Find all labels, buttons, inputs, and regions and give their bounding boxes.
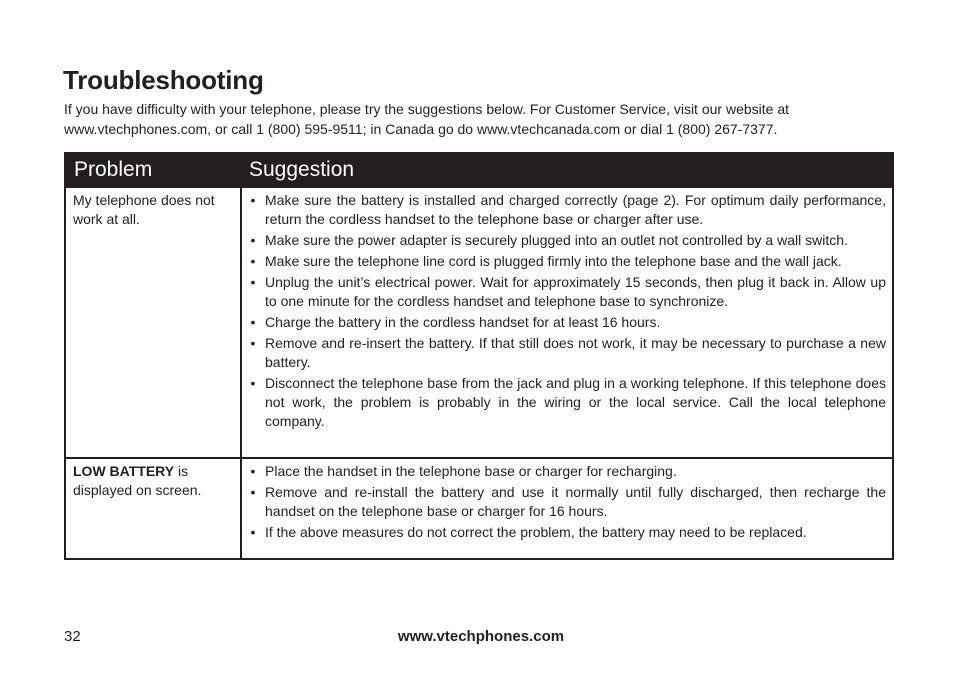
suggestion-text: If the above measures do not correct the problem, the battery may need to be replaced. (265, 524, 807, 540)
bullet-icon: • (250, 524, 256, 540)
table-row (65, 458, 893, 559)
list-item (247, 252, 886, 271)
bullet-icon: • (250, 314, 256, 330)
bullet-icon: • (250, 192, 256, 208)
problem-cell (65, 187, 241, 458)
bullet-icon: • (250, 232, 256, 248)
table-row (65, 187, 893, 458)
bullet-icon: • (250, 375, 256, 391)
suggestion-text: Make sure the telephone line cord is plugged firmly into the telephone base and the wall jack. (265, 253, 842, 269)
problem-cell (65, 458, 241, 559)
page-title: Troubleshooting (63, 65, 264, 95)
suggestion-cell (241, 187, 893, 458)
list-item (247, 483, 886, 521)
list-item (247, 231, 886, 250)
suggestion-text: Remove and re-install the battery and use it normally until fully discharged, then recharge the handset on the telephone base or charger for 16 hours. (265, 484, 886, 519)
suggestion-text: Unplug the unit’s electrical power. Wait for approximately 15 seconds, then plug it back in. Allow up to one minute for the cordless handset and telephone base to synchronize. (265, 274, 886, 309)
list-item (247, 334, 886, 372)
suggestion-text: Make sure the battery is installed and charged correctly (page 2). For optimum daily performance, return the cordless handset to the telephone base or charger after use. (265, 192, 886, 227)
table-header-row (65, 153, 893, 187)
header-problem: Problem (65, 153, 241, 187)
suggestion-list (247, 462, 886, 542)
footer-url: www.vtechphones.com (397, 628, 565, 645)
header-suggestion: Suggestion (241, 153, 893, 187)
suggestion-text: Place the handset in the telephone base or charger for recharging. (265, 463, 677, 479)
page-number: 32 (64, 628, 81, 645)
list-item (247, 313, 886, 332)
suggestion-text: Disconnect the telephone base from the jack and plug in a working telephone. If this telephone does not work, the problem is probably in the wiring or the local service. Call the local telephone company. (265, 375, 886, 429)
troubleshooting-table (64, 152, 894, 560)
bullet-icon: • (250, 463, 256, 479)
problem-keyword: LOW BATTERY (73, 463, 175, 479)
suggestion-text: Make sure the power adapter is securely plugged into an outlet not controlled by a wall switch. (265, 232, 848, 248)
suggestion-cell (241, 458, 893, 559)
problem-text: My telephone does not work at all. (73, 192, 215, 227)
intro-paragraph: If you have difficulty with your telephone, please try the suggestions below. For Customer Service, visit our website at www.vtechphones.com, or call 1 (800) 595-9511; in Canada go do www.vtechcanada.com or dial 1 (800) 267-7377. (64, 101, 789, 137)
problem-text: is displayed on screen. (73, 463, 202, 498)
bullet-icon: • (250, 253, 256, 269)
suggestion-text: Remove and re-insert the battery. If that still does not work, it may be necessary to purchase a new battery. (265, 335, 886, 370)
list-item (247, 523, 886, 542)
list-item (247, 191, 886, 229)
list-item (247, 462, 886, 481)
suggestion-text: Charge the battery in the cordless handset for at least 16 hours. (265, 314, 661, 330)
bullet-icon: • (250, 335, 256, 351)
bullet-icon: • (250, 484, 256, 500)
bullet-icon: • (250, 274, 256, 290)
list-item (247, 273, 886, 311)
list-item (247, 374, 886, 431)
suggestion-list (247, 191, 886, 431)
